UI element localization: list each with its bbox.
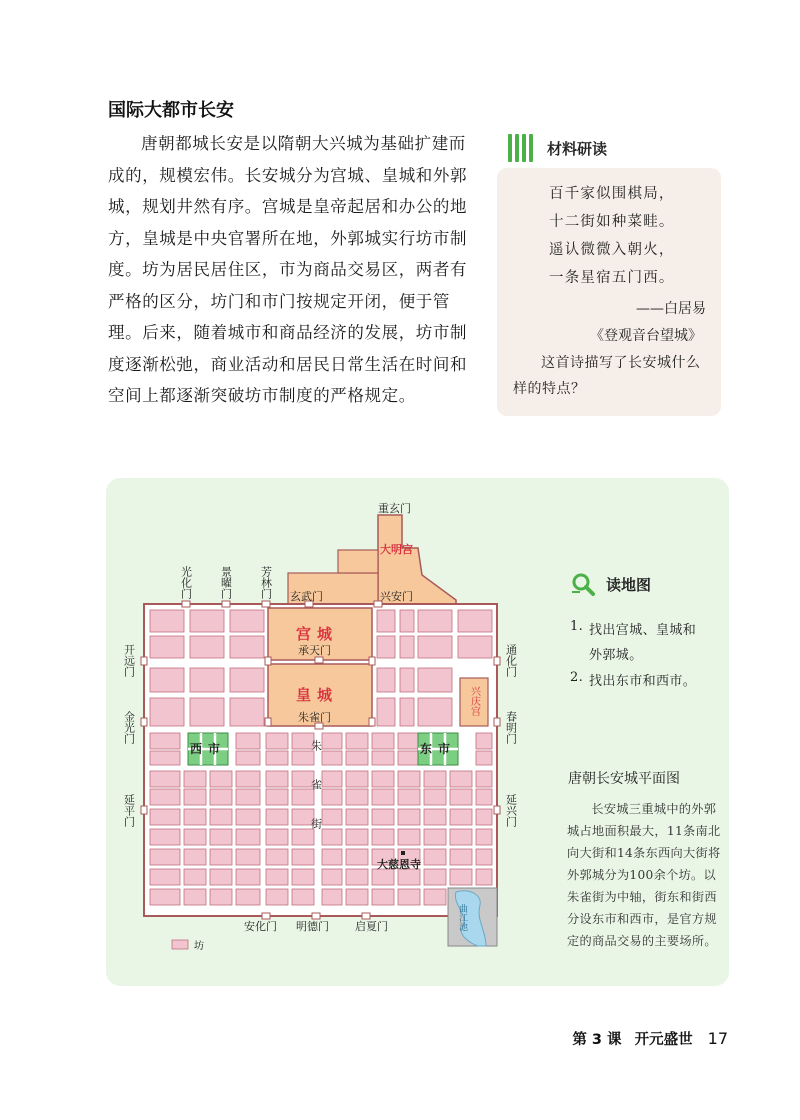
ward [210,889,232,905]
ward [372,889,394,905]
magnifier-icon [570,572,598,596]
ward [210,869,232,885]
poem-line-3: 遥认微微入朝火， [549,242,675,258]
label-qixia-gate: 启夏门 [355,920,388,933]
ward [230,698,264,726]
ward [476,849,492,865]
ward [346,751,368,765]
ward [210,809,232,825]
ward [400,698,414,726]
ward [418,668,452,692]
ward [424,771,446,787]
ward [424,849,446,865]
label-jinguang-gate: 金光门 [122,711,136,744]
north-park-east [338,550,378,573]
ward [372,733,394,749]
ward [150,771,180,787]
read-map-title: 读地图 [606,575,652,594]
ward [346,789,368,805]
ward [236,751,260,765]
label-jingyao-gate: 景曜门 [219,566,233,599]
ward [210,789,232,805]
poem-line-4: 一条星宿五门西。 [549,270,675,286]
ward [398,733,420,749]
label-fanglin-gate: 芳林门 [259,566,273,599]
ward [230,668,264,692]
ward [150,733,180,749]
ward [150,636,184,658]
ward [400,610,414,632]
ward [372,829,394,845]
ward [398,889,420,905]
label-west-market: 西市 [190,742,227,756]
label-qujiang-pool: 曲江池 [457,904,467,931]
ward [150,869,180,885]
label-xuanwu-gate: 玄武门 [290,590,323,603]
ward [150,668,184,692]
ward [346,771,368,787]
ward [346,849,368,865]
ward [230,610,264,632]
ward [150,610,184,632]
ward [372,751,394,765]
footer-lesson: 第 3 课 [572,1032,622,1048]
label-anhua-gate: 安化门 [244,920,277,933]
ward [398,869,420,885]
ward [450,789,472,805]
ward [346,869,368,885]
ward [476,771,492,787]
ward [346,829,368,845]
label-east-market: 东市 [420,742,457,756]
ward [424,869,446,885]
label-chengtian-gate: 承天门 [298,644,331,657]
ward [266,733,288,749]
material-question: 这首诗描写了长安城什么样的特点？ [513,355,701,397]
ward [236,771,260,787]
ward [476,733,492,749]
ward [150,809,180,825]
body-paragraph: 唐朝都城长安是以隋朝大兴城为基础扩建而成的，规模宏伟。长安城分为宫城、皇城和外郭城，规划井然有序。宫城是皇帝起居和办公的地方，皇城是中央官署所在地，外郭城实行坊市制度。坊为居民居住区，市为商品交易区，两者有严格的区分，坊门和市门按规定开闭，便于管理。后来，随着城市和商品经济的发展，坊市制度逐渐松弛，商业活动和居民日常生活在时间和空间上都逐渐突破坊市制度的严格规定。 [108,134,468,405]
ward [372,809,394,825]
ward [236,889,260,905]
ward [184,829,206,845]
ward [398,809,420,825]
ward [236,849,260,865]
page-number: 17 [707,1029,728,1048]
ward [210,771,232,787]
ward [372,789,394,805]
poem-line-2: 十二街如种菜畦。 [549,214,675,230]
ward [184,789,206,805]
ward [184,849,206,865]
page-footer [572,1028,728,1049]
ward [150,789,180,805]
ward [418,698,452,726]
ward [476,789,492,805]
label-daming-palace: 大明宫 [380,543,413,556]
ward [322,789,342,805]
ward [377,668,395,692]
ward [236,809,260,825]
poem-author: ——白居易 [636,301,706,317]
ward [424,889,446,905]
task-1-line-2: 外郭城。 [589,648,643,663]
label-yanxing-gate: 延兴门 [504,794,518,827]
label-yanping-gate: 延平门 [122,794,136,827]
ward [184,869,206,885]
poem-source: 《登观音台望城》 [590,328,702,344]
ward [236,789,260,805]
ward [424,789,446,805]
task-1-number: 1. [570,619,584,634]
ward [450,829,472,845]
task-2: 找出东市和西市。 [589,674,697,689]
ward [398,771,420,787]
ward [322,733,342,749]
ward [266,751,288,765]
ward [230,636,264,658]
ward [322,771,342,787]
legend-swatch [172,940,188,949]
ward [398,789,420,805]
ward [450,809,472,825]
ward [458,610,492,632]
ward [418,636,452,658]
ward [372,771,394,787]
ward [190,698,224,726]
ward [184,809,206,825]
ward [377,698,395,726]
ward [322,809,342,825]
ward [450,869,472,885]
label-chongxuan-gate: 重玄门 [378,502,411,515]
ward [476,829,492,845]
label-zhuque-street: 朱雀街 [309,740,323,857]
ward [236,829,260,845]
ward [190,668,224,692]
material-title: 材料研读 [547,139,608,158]
ward [476,869,492,885]
ward [150,698,184,726]
ward [266,889,288,905]
section-title: 国际大都市长安 [108,100,234,121]
temple-marker [401,851,405,855]
label-kaiyuan-gate: 开远门 [122,644,136,677]
ward [424,809,446,825]
ward [266,829,288,845]
ward [400,636,414,658]
ward [190,610,224,632]
ward [266,869,288,885]
ward [372,869,394,885]
task-1-line-1: 找出宫城、皇城和 [589,623,697,638]
ward [398,751,420,765]
label-imperial-city: 皇城 [296,686,339,704]
label-chunming-gate: 春明门 [504,711,518,744]
label-xingqing-palace: 兴庆宫 [468,686,480,716]
ward [184,771,206,787]
ward [346,809,368,825]
ward [377,636,395,658]
ward [400,668,414,692]
ward [190,636,224,658]
label-mingde-gate: 明德门 [296,920,329,933]
ward [150,849,180,865]
ward [292,869,314,885]
ward [266,771,288,787]
map-caption-text: 长安城三重城中的外郭城占地面积最大，11条南北向大街和14条东西向大街将外郭城分为100余个坊。以朱雀街为中轴，街东和街西分设东市和西市，是官方规定的商品交易的主要场所。 [567,802,721,948]
ward [476,751,492,765]
ward [266,809,288,825]
label-tonghua-gate: 通化门 [504,644,518,677]
ward [150,889,180,905]
ward [322,889,342,905]
ward [210,849,232,865]
footer-title: 开元盛世 [634,1032,693,1048]
ward [210,829,232,845]
ward [150,829,180,845]
ward [236,733,260,749]
ward [346,889,368,905]
ward [476,809,492,825]
read-map-header [570,572,651,596]
label-guanghua-gate: 光化门 [179,566,193,599]
ward [424,829,446,845]
ward [458,636,492,658]
ward [266,849,288,865]
ward [322,751,342,765]
label-palace-city: 宫城 [296,625,339,643]
label-dacien-temple: 大慈恩寺 [377,858,421,871]
ward [346,733,368,749]
ward [377,610,395,632]
legend-label: 坊 [194,941,204,952]
label-xingan-gate: 兴安门 [380,590,413,603]
ward [418,610,452,632]
task-2-number: 2. [570,670,584,685]
ward [450,849,472,865]
ward [292,889,314,905]
poem-line-1: 百千家似围棋局， [549,186,675,202]
ward [322,829,342,845]
ward [150,751,180,765]
ward [266,789,288,805]
ward [450,771,472,787]
map-caption-title: 唐朝长安城平面图 [568,771,680,787]
label-zhuque-gate: 朱雀门 [298,711,331,724]
ward [184,889,206,905]
ward [322,849,342,865]
ward [236,869,260,885]
ward [398,829,420,845]
ward [322,869,342,885]
